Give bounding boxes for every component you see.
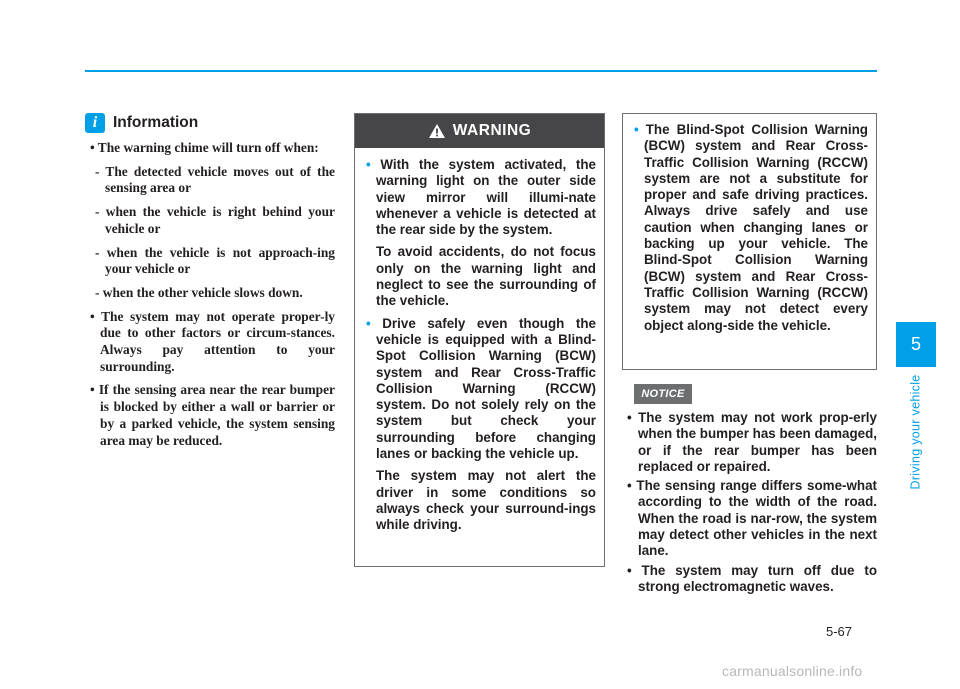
bullet-icon: • [634, 122, 646, 137]
page-number: 5-67 [826, 624, 853, 639]
information-list [85, 140, 335, 456]
notice-item: • The system may not work prop-erly when the bumper has been damaged, or if the rear bumper has been replaced or repaired. [627, 410, 877, 474]
warning-text: With the system activated, the warning light on the outer side view mirror will illumi-nate whenever a vehicle is detected at the rear side by the system. [376, 157, 596, 238]
warning-header [355, 114, 604, 148]
notice-label: NOTICE [634, 384, 692, 404]
warning-box [354, 113, 605, 567]
warning-continuation-body [623, 114, 876, 334]
warning-text: Drive safely even though the vehicle is equipped with a Blind-Spot Collision Warning (BCW) system and Rear Cross-Traffic Collision Warning (RCCW) system. Do not solely rely on the system but check your surrounding before changing lanes or backing the vehicle up. [376, 315, 596, 462]
info-item: • The system may not operate proper-ly due to other factors or circum-stances. Always pay attention to your surrounding. [90, 308, 335, 374]
warning-text: The Blind-Spot Collision Warning (BCW) system and Rear Cross-Traffic Collision Warning (RCCW) system are not a substitute for proper and safe driving practices. Always drive safely and use caution when changing lanes or backing up your vehicle. The Blind-Spot Collision Warning (BCW) system and Rear Cross-Traffic Collision Warning (RCCW) system may not detect every object along-side the vehicle. [644, 122, 868, 333]
info-item: • If the sensing area near the rear bumper is blocked by either a wall or barrier or by a parked vehicle, the system sensing area may be reduced. [90, 382, 335, 448]
notice-text: The system may turn off due to strong electromagnetic waves. [638, 562, 877, 594]
warning-text: The system may not alert the driver in some conditions so always check your surround-ings while driving. [376, 468, 596, 533]
top-rule [85, 70, 877, 72]
warning-item [634, 122, 868, 334]
info-subitem: - The detected vehicle moves out of the sensing area or [95, 163, 335, 196]
notice-item: • The system may turn off due to strong electromagnetic waves. [627, 562, 877, 594]
bullet-icon: • [366, 157, 381, 172]
bullet-icon: • [366, 315, 383, 331]
warning-title: WARNING [452, 122, 532, 139]
notice-list [622, 410, 877, 598]
information-header [85, 113, 198, 133]
watermark: carmanualsonline.info [722, 663, 863, 679]
information-title: Information [113, 114, 199, 131]
warning-item [366, 157, 596, 238]
info-subitem: - when the other vehicle slows down. [95, 284, 303, 300]
notice-text: The system may not work prop-erly when the bumper has been damaged, or if the rear bumper has been replaced or repaired. [638, 410, 877, 474]
warning-continuation-box [622, 113, 877, 370]
warning-triangle-icon [428, 123, 446, 139]
chapter-number-tab: 5 [896, 322, 936, 367]
info-subitem: - when the vehicle is not approach-ing your vehicle or [95, 244, 335, 277]
warning-body [355, 148, 604, 534]
chapter-title-tab [896, 367, 936, 497]
notice-text: The sensing range differs some-what according to the width of the road. When the road is nar-row, the system may detect other vehicles in the next lane. [636, 478, 877, 559]
warning-text: To avoid accidents, do not focus only on the warning light and neglect to see the surrounding of the vehicle. [376, 244, 596, 309]
info-icon: i [85, 113, 105, 133]
info-subitem: - when the vehicle is right behind your vehicle or [95, 204, 335, 236]
warning-item [366, 316, 596, 463]
info-item: • The warning chime will turn off when: [90, 140, 319, 155]
chapter-title: Driving your vehicle [909, 374, 924, 490]
notice-item: • The sensing range differs some-what according to the width of the road. When the road is nar-row, the system may detect other vehicles in the next lane. [627, 478, 877, 559]
